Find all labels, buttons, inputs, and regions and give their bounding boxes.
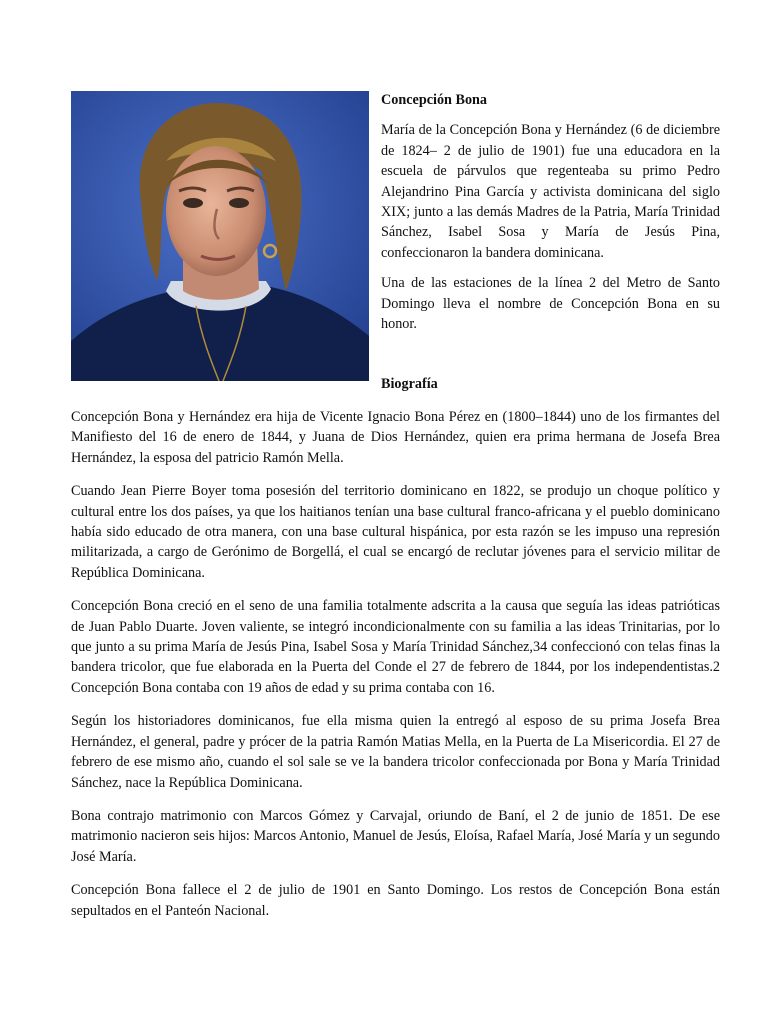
body-paragraph: Concepción Bona creció en el seno de una familia totalmente adscrita a la causa que seguía las ideas patrióticas de Juan Pablo Duarte. Joven valiente, se integró incondicionalmente con su familia a las ideas Trinitarias, por lo que junto a su prima María de Jesús Pina, Isabel Sosa y María Trinidad Sánchez,34 confeccionó con telas finas la bandera tricolor, que fue elaborada en la Puerta del Conde el 27 de febrero de 1844, por los independentistas.2 Concepción Bona contaba con 19 años de edad y su prima contaba con 16.	[71, 598, 720, 696]
body-paragraph: Según los historiadores dominicanos, fue ella misma quien la entregó al esposo de su prima Josefa Brea Hernández, el general, padre y prócer de la patria Ramón Matias Mella, en la Puerta de La Misericordia. El 27 de febrero de ese mismo año, cuando el sol sale se ve la bandera tricolor confeccionada por Bona y María Trinidad Sánchez, nace la República Dominicana.	[71, 713, 720, 791]
body-paragraph: Cuando Jean Pierre Boyer toma posesión del territorio dominicano en 1822, se produjo un choque político y cultural entre los dos países, ya que los haitianos tenían una base cultural franco-africana y el pueblo dominicano había sido educado de otra manera, con una base cultural hispánica, por esta razón se les impuso una represión militarizada, a cargo de Gerónimo de Borgellá, el cual se encargó de reclutar jóvenes para el servicio militar de República Dominicana.	[71, 483, 720, 581]
section-heading-biografia: Biografía	[381, 376, 438, 392]
body-paragraph: Concepción Bona fallece el 2 de julio de 1901 en Santo Domingo. Los restos de Concepción Bona están sepultados en el Panteón Nacional.	[71, 882, 720, 919]
body-paragraph: Concepción Bona y Hernández era hija de Vicente Ignacio Bona Pérez en (1800–1844) uno de los firmantes del Manifiesto del 16 de enero de 1844, y Juana de Dios Hernández, quien era prima hermana de Josefa Brea Hernández, la esposa del patricio Ramón Mella.	[71, 409, 720, 466]
intro-paragraph: Una de las estaciones de la línea 2 del Metro de Santo Domingo lleva el nombre de Concepción Bona en su honor.	[381, 275, 720, 333]
body-text	[71, 407, 720, 934]
portrait-image	[71, 91, 369, 381]
intro-paragraph: María de la Concepción Bona y Hernández (6 de diciembre de 1824– 2 de julio de 1901) fue una educadora en la escuela de párvulos que regenteaba su primo Pedro Alejandrino Pina García y activista dominicana del siglo XIX; junto a las demás Madres de la Patria, María Trinidad Sánchez, Isabel Sosa y María de Jesús Pina, confeccionaron la bandera dominicana.	[381, 122, 720, 261]
intro-column	[381, 90, 720, 344]
body-paragraph: Bona contrajo matrimonio con Marcos Gómez y Carvajal, oriundo de Baní, el 2 de junio de 1851. De ese matrimonio nacieron seis hijos: Marcos Antonio, Manuel de Jesús, Eloísa, Rafael María, José María y un segundo José María.	[71, 807, 720, 865]
article-title: Concepción Bona	[381, 92, 488, 108]
